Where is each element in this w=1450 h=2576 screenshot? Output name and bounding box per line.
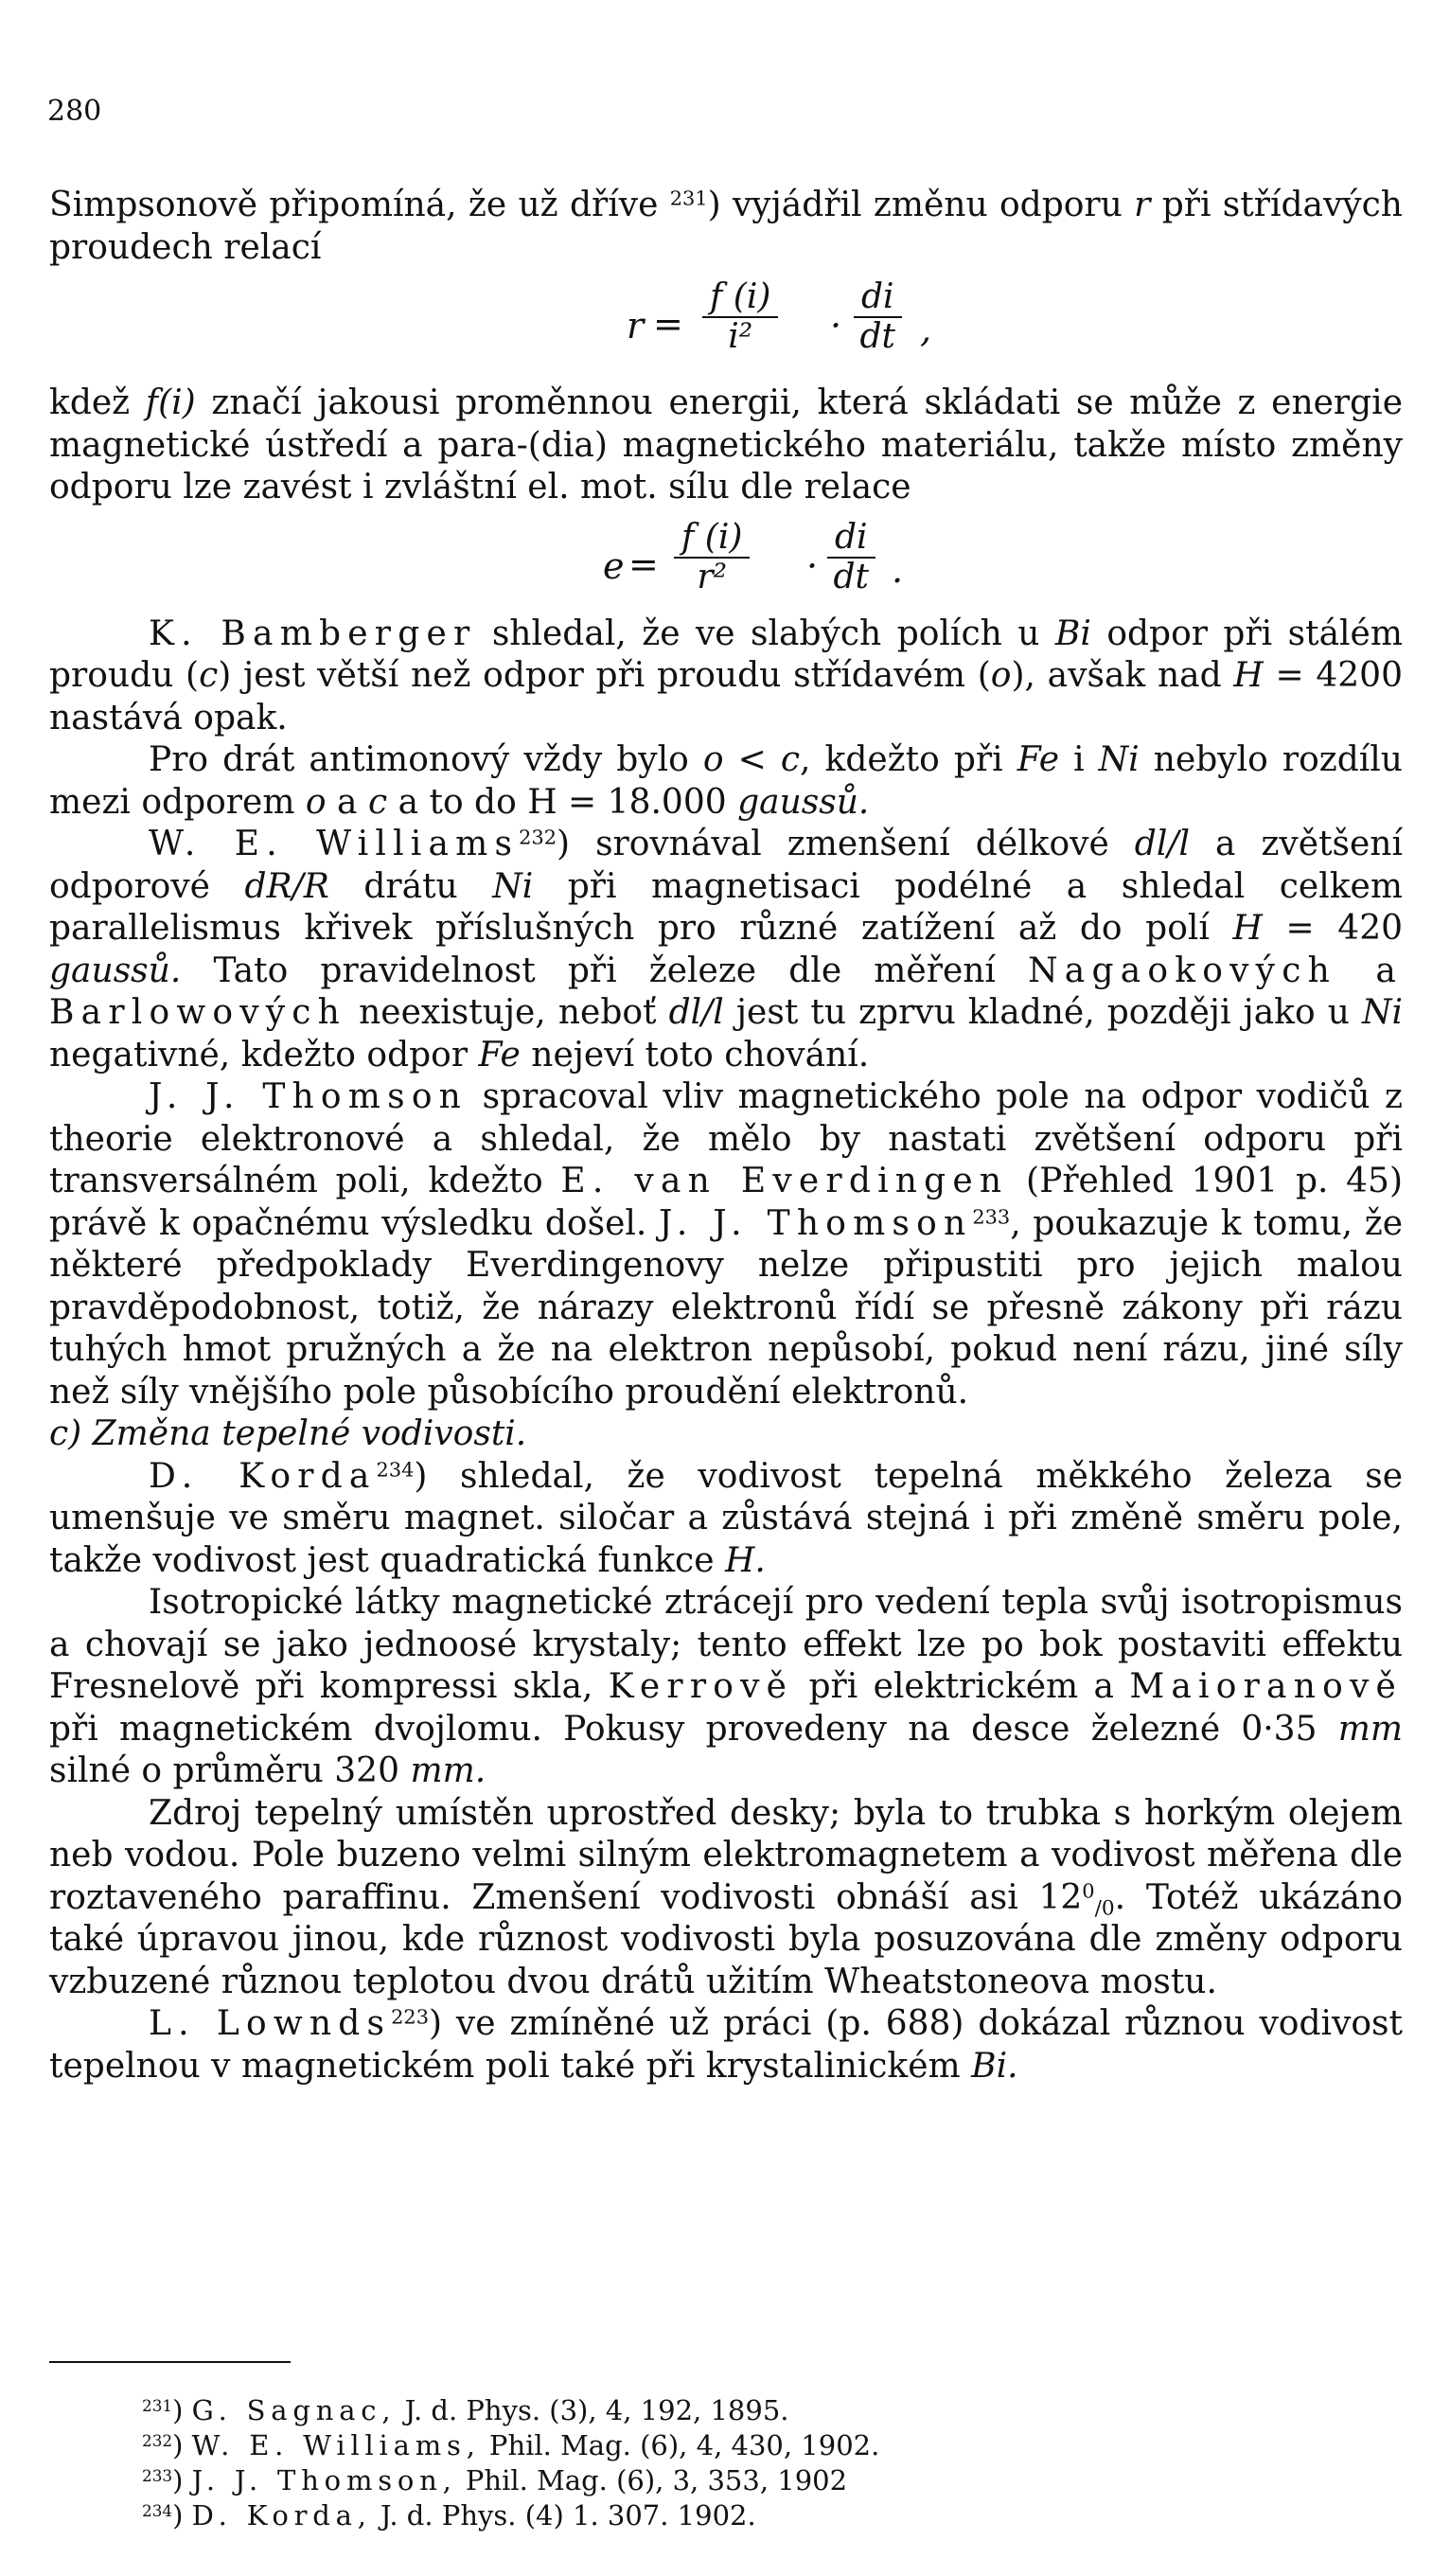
paragraph-thomson: J. J. Thomson spracoval vliv magnetického pole na odpor vodičů z theorie elektronové a shledal, že mělo by nastati zvětšení odporu při transversálném poli, kdežto E. van Everdingen (Přehled 1901 p. 45) právě k opačnému výsledku došel. J. J. Thomson$^{233}$, poukazuje k tomu, že některé předpoklady Everdingenovy nelze připustiti pro jejich malou pravděpodobnost, totiž, že nárazy elektronů řídí se přesně zákony při rázu tuhých hmot pružných a že na elektron nepůsobí, pokud není rázu, jiné síly než síly vnějšího pole působícího proudění elektronů. xyxy=(49,1077,1404,1412)
footnote-item: $^{232}$) W. E. Williams, Phil. Mag. (6), 4, 430, 1902. xyxy=(142,2429,880,2461)
footnote-ref: 223 xyxy=(391,2005,429,2029)
footnote-divider xyxy=(49,2361,291,2363)
paragraph-energy: kdež f(i) značí jakousi proměnnou energii, která skládati se může z energie magnetické ústředí a para-(dia) magnetického materiálu, takže místo změny odporu lze zavést i zvláštní el. mot. sílu dle relace xyxy=(49,383,1404,506)
footnote-ref: 231 xyxy=(669,187,708,210)
paragraph-lownds: L. Lownds$^{223}$) ve zmíněné už práci (p. 688) dokázal různou vodivost tepelnou v magnetickém poli také při krystalinickém Bi. xyxy=(49,2004,1403,2086)
paragraph-simpson: Simpsonově připomíná, že už dříve $^{231}$) vyjádřil změnu odporu r při střídavých proudech relací xyxy=(49,186,1403,267)
footnote-item: $^{233}$) J. J. Thomson, Phil. Mag. (6), 3, 353, 1902 xyxy=(142,2464,848,2496)
footnote-item: $^{231}$) G. Sagnac, J. d. Phys. (3), 4, 192, 1895. xyxy=(142,2394,789,2426)
paragraph-bamberger: K. Bamberger shledal, že ve slabých polích u Bi odpor při stálém proudu (c) jest větší než odpor při proudu střídavém (o), avšak nad H = 4200 nastává opak. xyxy=(49,613,1404,737)
paragraph-williams: W. E. Williams$^{232}$) srovnával zmenšení délkové dl/l a zvětšení odporové dR/R drátu Ni při magnetisaci podélné a shledal celkem parallelismus křivek příslušných pro různé zatížení až do polí H = 420 gaussů. Tato pravidelnost při železe dle měření Nagaokových a Barlowových neexistuje, neboť dl/l jest tu zprvu kladné, později jako u Ni negativné, kdežto odpor Fe nejeví toto chování. xyxy=(49,825,1404,1075)
footnote-ref: 234 xyxy=(376,1458,415,1482)
formula-resistance: r = $\frac{f (i)}{\text{i²}}$ · $\frac{di}{dt}$ , xyxy=(627,277,932,356)
paragraph-source: Zdroj tepelný umístěn uprostřed desky; byla to trubka s horkým olejem neb vodou. Pole buzeno velmi silným elektromagnetem a vodivost měřena dle roztaveného paraffinu. Zmenšení vodivosti obnáší asi $12^0_{/0}$. Totéž ukázáno také úpravou jinou, kde různost vodivosti byla posuzována dle změny odporu vzbuzené různou teplotou dvou drátů užitím Wheatstoneova mostu. xyxy=(49,1793,1403,2001)
footnote-ref: 233 xyxy=(972,1205,1011,1229)
formula-emf: e = $\frac{f (i)}{\text{r²}}$ · $\frac{di}{dt}$ . xyxy=(603,517,904,596)
paragraph-isotropic: Isotropické látky magnetické ztrácejí pro vedení tepla svůj isotropismus a chovají se jako jednoosé krystaly; tento effekt lze po bok postaviti effektu Fresnelově při kompressi skla, Kerrově při elektrickém a Maioranově při magnetickém dvojlomu. Pokusy provedeny na desce železné 0·35 mm silné o průměru 320 mm. xyxy=(49,1583,1403,1790)
section-heading: c) Změna tepelné vodivosti. xyxy=(49,1414,527,1453)
page-number: 280 xyxy=(47,95,102,128)
paragraph-korda: D. Korda$^{234}$) shledal, že vodivost tepelná měkkého železa se umenšuje ve směru magnet. siločar a zůstává stejná i při změně směru pole, takže vodivost jest quadratická funkce H. xyxy=(49,1456,1404,1580)
paragraph-antimony: Pro drát antimonový vždy bylo o < c, kdežto při Fe i Ni nebylo rozdílu mezi odporem o a c a to do H = 18.000 gaussů. xyxy=(49,740,1403,822)
footnotes xyxy=(142,2393,879,2533)
footnote-item: $^{234}$) D. Korda, J. d. Phys. (4) 1. 307. 1902. xyxy=(142,2499,756,2532)
main-text xyxy=(49,185,1403,2087)
footnote-ref: 232 xyxy=(519,826,557,849)
